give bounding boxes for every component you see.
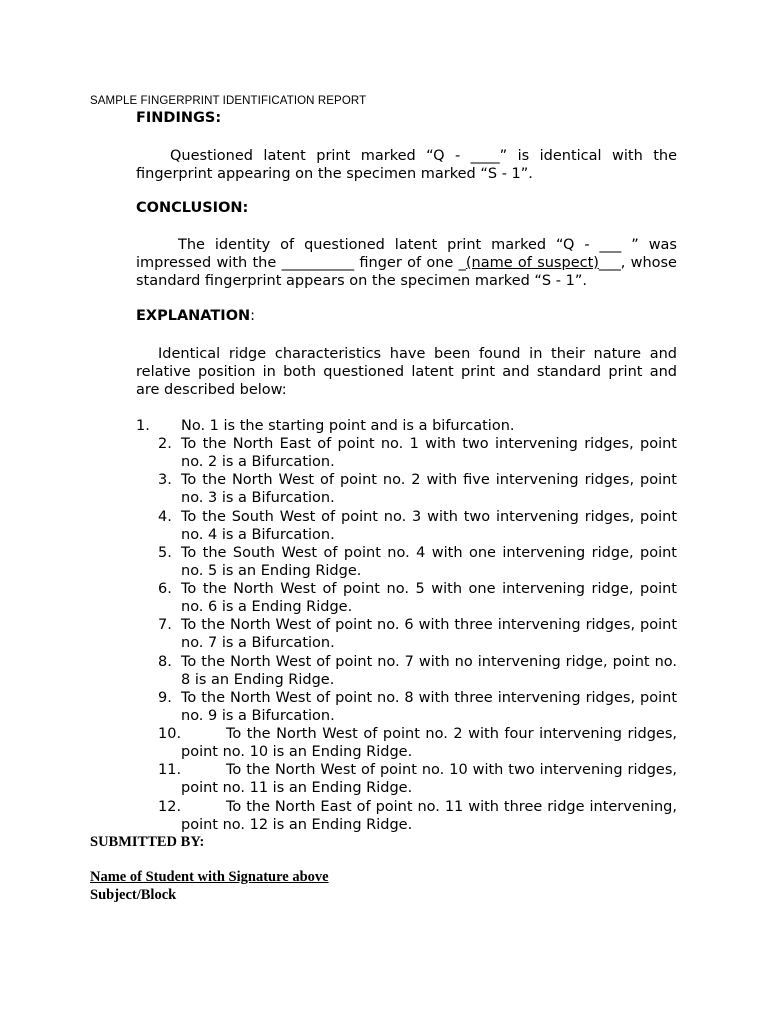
list-item-number: 1. <box>136 418 150 434</box>
report-header: SAMPLE FINGERPRINT IDENTIFICATION REPORT <box>90 95 367 107</box>
list-item-text: To the North West of point no. 2 with four intervening ridges, point no. 10 is an Ending Ridge. <box>181 726 677 760</box>
conclusion-heading: CONCLUSION: <box>136 200 249 216</box>
list-item-text: To the North West of point no. 8 with three intervening ridges, point no. 9 is a Bifurcation. <box>181 690 677 724</box>
explanation-colon: : <box>250 308 256 324</box>
conclusion-text-part1: The identity of questioned latent print marked “Q - ___ ” was impressed with the __________ finger of one _ <box>136 237 677 271</box>
list-item-text: No. 1 is the starting point and is a bifurcation. <box>181 418 515 434</box>
student-signature-line: Name of Student with Signature above <box>90 869 329 885</box>
list-item-number: 3. <box>158 472 172 488</box>
findings-paragraph: Questioned latent print marked “Q - ____” is identical with the fingerprint appearing on the specimen marked “S - 1”. <box>136 148 677 182</box>
list-item-text: To the North East of point no. 1 with two intervening ridges, point no. 2 is a Bifurcation. <box>181 436 677 470</box>
list-item-text: To the North West of point no. 5 with one intervening ridge, point no. 6 is a Ending Ridge. <box>181 581 677 615</box>
list-item-number: 8. <box>158 654 172 670</box>
list-item-text: To the North West of point no. 10 with two intervening ridges, point no. 11 is an Ending Ridge. <box>181 762 677 796</box>
submitted-by-label: SUBMITTED BY: <box>90 834 205 850</box>
explanation-heading <box>136 308 255 324</box>
subject-block-label: Subject/Block <box>90 887 177 903</box>
explanation-intro: Identical ridge characteristics have been found in their nature and relative position in both questioned latent print and standard print and are described below: <box>136 346 677 398</box>
list-item-text: To the South West of point no. 3 with two intervening ridges, point no. 4 is a Bifurcation. <box>181 509 677 543</box>
list-item-text: To the South West of point no. 4 with one intervening ridge, point no. 5 is an Ending Ridge. <box>181 545 677 579</box>
list-item-number: 2. <box>158 436 172 452</box>
conclusion-paragraph <box>136 236 677 290</box>
list-item-text: To the North West of point no. 2 with five intervening ridges, point no. 3 is a Bifurcation. <box>181 472 677 506</box>
conclusion-text-part2: ___, whose standard fingerprint appears on the specimen marked “S - 1”. <box>136 255 677 289</box>
suspect-name-placeholder: (name of suspect) <box>465 255 599 271</box>
list-item-text: To the North East of point no. 11 with three ridge intervening, point no. 12 is an Ending Ridge. <box>181 799 677 833</box>
list-item-number: 11. <box>158 762 182 778</box>
list-item-number: 9. <box>158 690 172 706</box>
list-item-number: 4. <box>158 509 172 525</box>
list-item-number: 6. <box>158 581 172 597</box>
list-item-text: To the North West of point no. 6 with three intervening ridges, point no. 7 is a Bifurcation. <box>181 617 677 651</box>
list-item-number: 7. <box>158 617 172 633</box>
explanation-heading-text: EXPLANATION <box>136 308 251 324</box>
list-item-number: 12. <box>158 799 182 815</box>
list-item-number: 5. <box>158 545 172 561</box>
list-item-text: To the North West of point no. 7 with no intervening ridge, point no. 8 is an Ending Ridge. <box>181 654 677 688</box>
list-item-number: 10. <box>158 726 182 742</box>
findings-heading: FINDINGS: <box>136 110 222 126</box>
